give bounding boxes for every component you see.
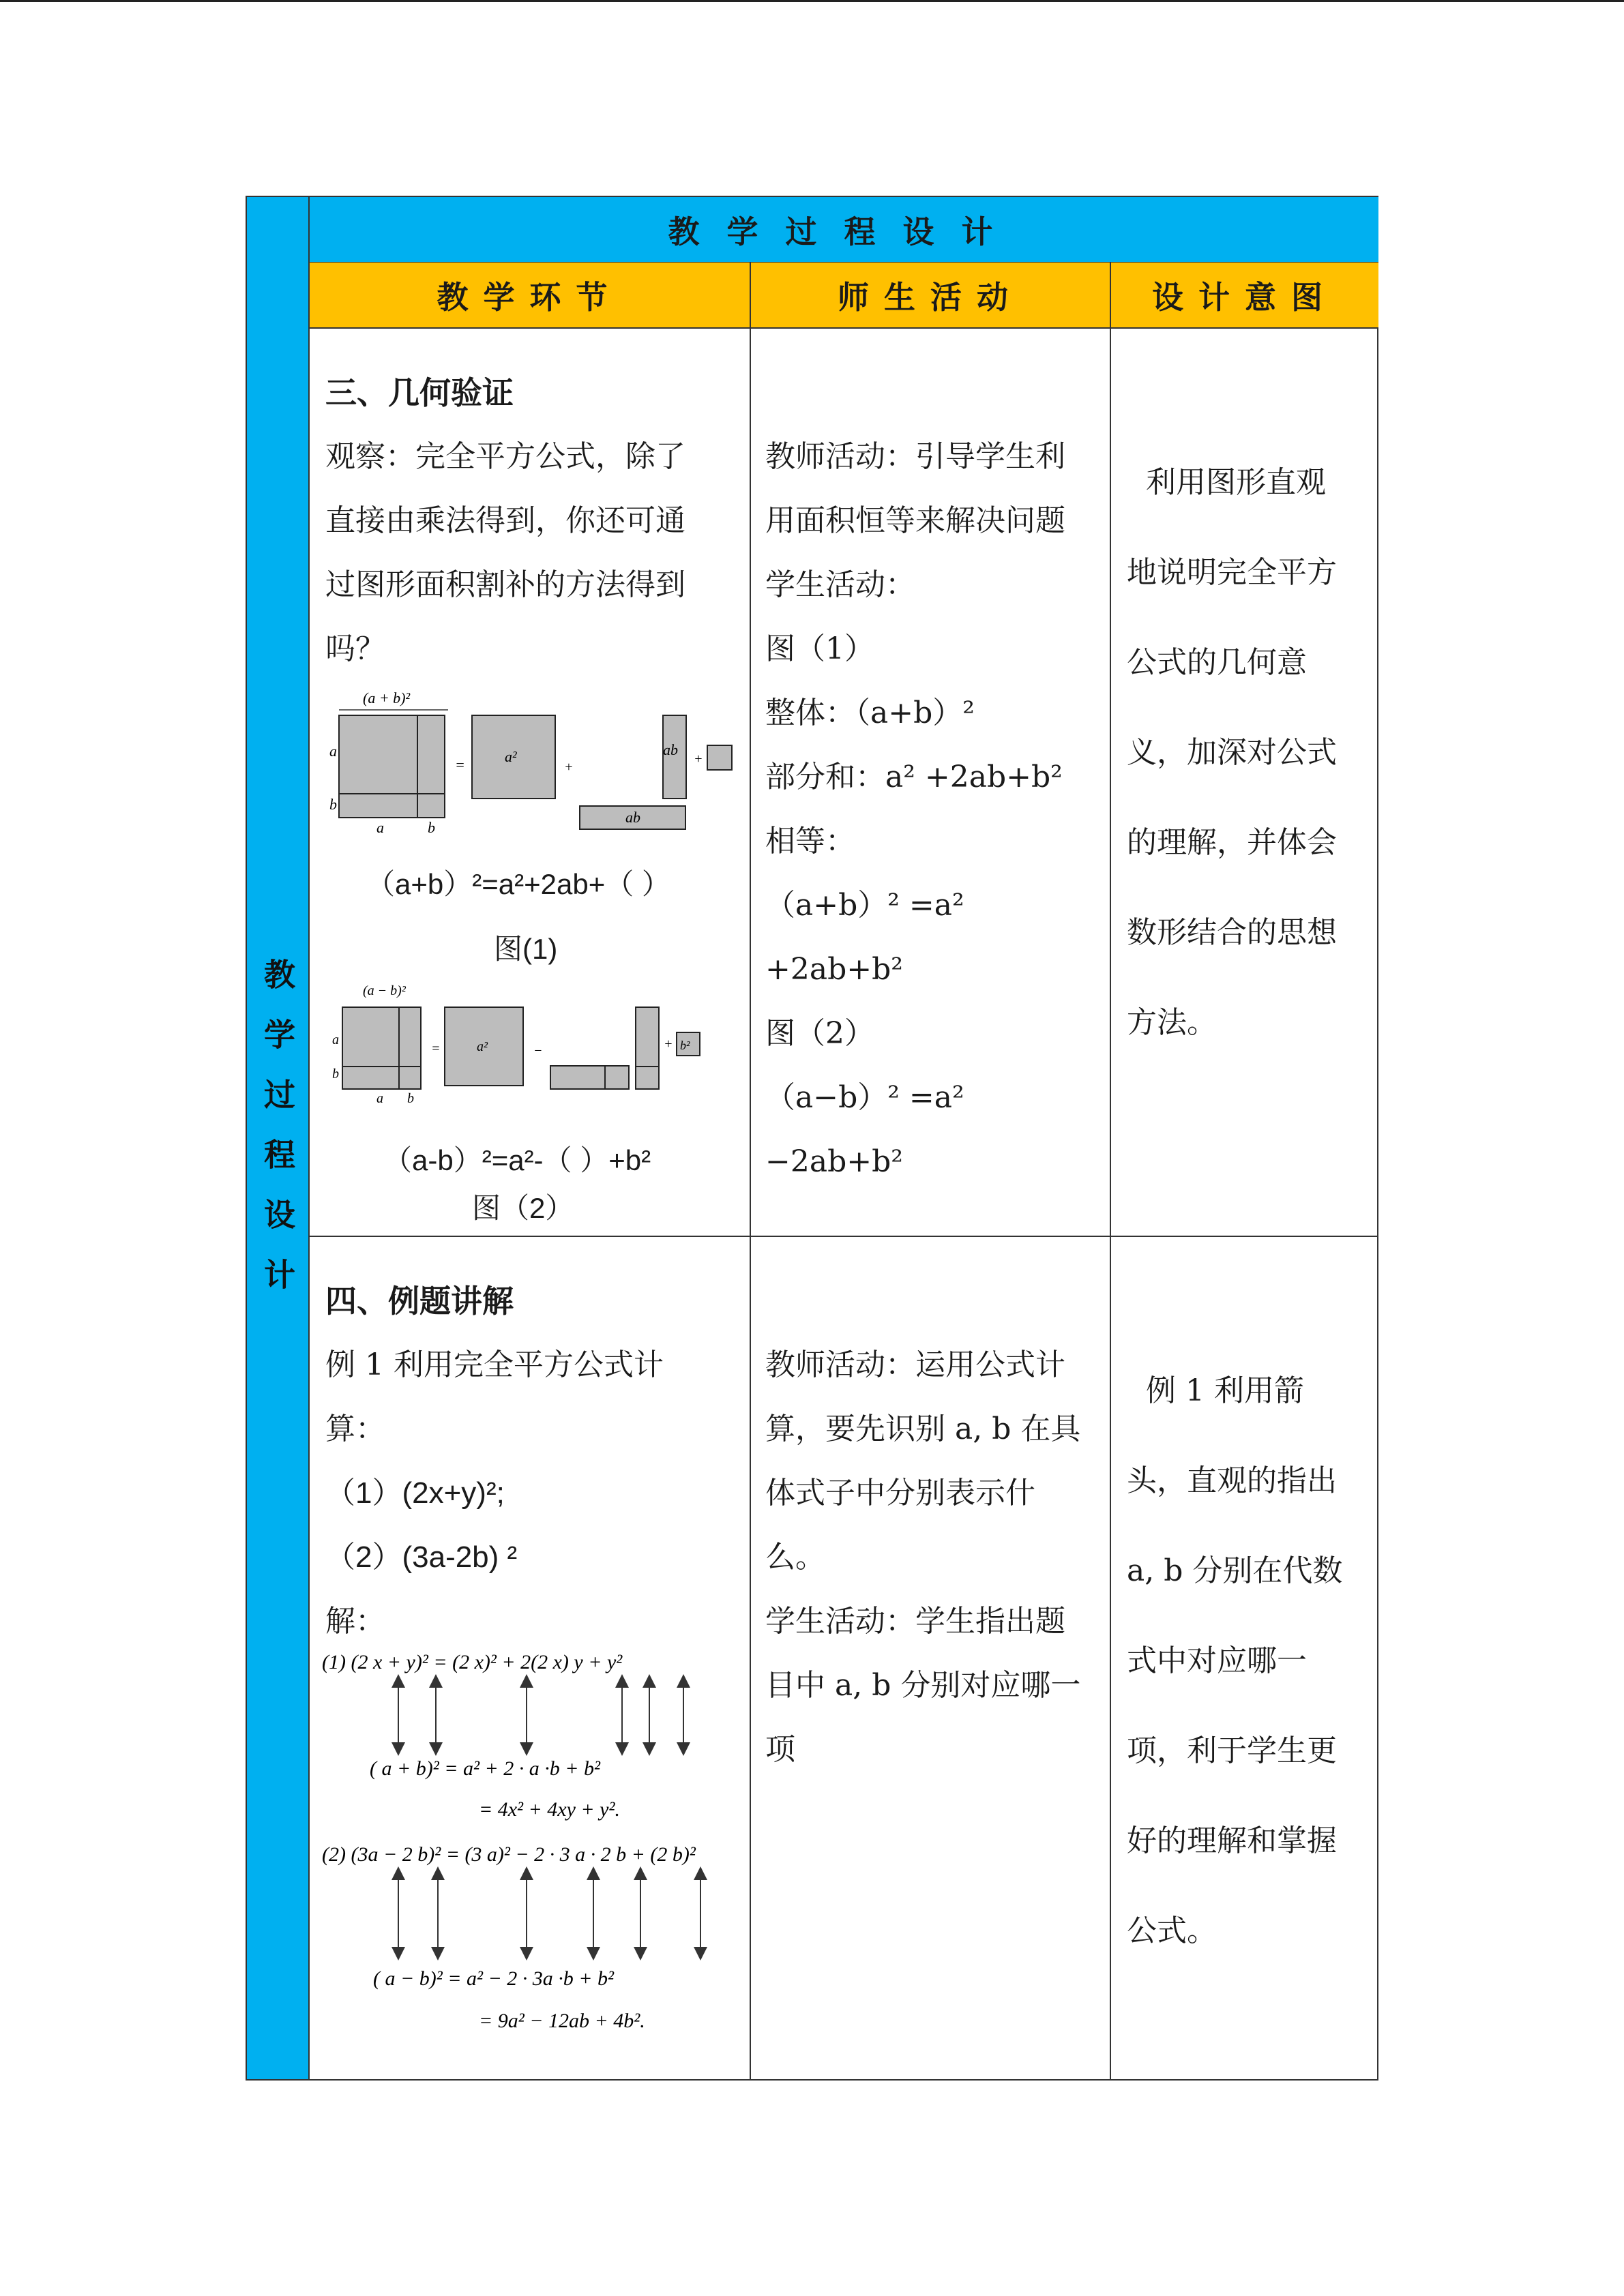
activity-line: 相等： bbox=[765, 824, 855, 859]
observe-line: 吗？ bbox=[325, 631, 385, 666]
lesson-design-table bbox=[246, 196, 1378, 2081]
activity-line: （a−b）² =a² −2ab+b² bbox=[765, 1080, 964, 1179]
row-divider bbox=[310, 327, 1378, 329]
plus-sign: + bbox=[564, 760, 574, 775]
label-a: a bbox=[377, 819, 384, 836]
intent-line: 利用图形直观 bbox=[1127, 465, 1326, 500]
section3-intent bbox=[1127, 425, 1376, 1081]
observe-line: 直接由乘法得到，你还可通 bbox=[325, 503, 685, 538]
minus-sign: − bbox=[533, 1043, 543, 1058]
activity-line: 学生活动：学生指出题 bbox=[765, 1604, 1065, 1639]
intent-line: 公式的几何意 bbox=[1127, 645, 1307, 680]
fig1-caption: 图(1) bbox=[494, 933, 558, 965]
eq2-result: = 9a² − 12ab + 4b². bbox=[479, 2010, 645, 2032]
eq1-top: (1) (2 x + y)² = (2 x)² + 2(2 x) y + y² bbox=[322, 1651, 623, 1673]
intent-line: a, b 分别在代数 bbox=[1127, 1553, 1343, 1588]
fig2-formula: （a-b）²=a²-（ ）+b² bbox=[383, 1144, 651, 1176]
table-title: 教学过程设计 bbox=[310, 197, 1378, 263]
equals-sign: = bbox=[455, 756, 465, 773]
example-item-2: （2）(3a-2b) ² bbox=[325, 1540, 518, 1574]
ab-bar-horizontal bbox=[550, 1066, 629, 1089]
equals-sign: = bbox=[431, 1041, 441, 1056]
example-line: 例 1 利用完全平方公式计 bbox=[325, 1347, 664, 1382]
label-b: b bbox=[407, 1091, 414, 1106]
activity-line: 图（1） bbox=[765, 631, 874, 666]
section4-content bbox=[325, 1269, 741, 1654]
activity-line: 学生活动： bbox=[765, 567, 915, 602]
activity-line: 用面积恒等来解决问题 bbox=[765, 503, 1065, 538]
label-b: b bbox=[329, 796, 337, 813]
eq2-arrows bbox=[398, 1873, 700, 1954]
section4-activities bbox=[765, 1333, 1106, 1782]
intent-line: 方法。 bbox=[1127, 1005, 1217, 1040]
intent-line: 项，利于学生更 bbox=[1127, 1733, 1337, 1768]
intent-line: 地说明完全平方 bbox=[1127, 555, 1337, 590]
solution-label: 解： bbox=[325, 1604, 385, 1639]
header-design-intent: 设计意图 bbox=[1111, 263, 1378, 328]
header-activities: 师生活动 bbox=[751, 263, 1110, 328]
plus-sign: + bbox=[694, 751, 703, 766]
intent-line: 好的理解和掌握 bbox=[1127, 1823, 1337, 1858]
section3-activities bbox=[765, 425, 1106, 1194]
activity-line: 么。 bbox=[765, 1540, 825, 1575]
fig2-top-label: (a − b)² bbox=[363, 983, 406, 998]
section3-title: 三、几何验证 bbox=[325, 374, 514, 411]
observe-line: 观察：完全平方公式，除了 bbox=[325, 439, 685, 474]
big-square bbox=[342, 1007, 421, 1089]
intent-line: 义，加深对公式 bbox=[1127, 735, 1337, 770]
column-divider bbox=[750, 263, 751, 2081]
label-b2: b² bbox=[680, 1039, 690, 1052]
activity-line: （a+b）² =a² +2ab+b² bbox=[765, 888, 964, 987]
figure-2-area-diagram bbox=[325, 981, 735, 1107]
intent-line: 例 1 利用箭 bbox=[1127, 1373, 1304, 1408]
activity-line: 教师活动：引导学生利 bbox=[765, 439, 1065, 474]
intent-line: 数形结合的思想 bbox=[1127, 915, 1337, 950]
header-teaching-stage: 教学环节 bbox=[310, 263, 750, 328]
intent-line: 式中对应哪一 bbox=[1127, 1643, 1307, 1678]
plus-sign: + bbox=[664, 1037, 673, 1052]
fig2-caption: 图（2） bbox=[472, 1192, 574, 1224]
activity-line: 图（2） bbox=[765, 1016, 874, 1051]
example-line: 算： bbox=[325, 1412, 385, 1446]
example-item-1: （1）(2x+y)²; bbox=[325, 1476, 505, 1510]
label-a: a bbox=[332, 1032, 339, 1047]
activity-line: 算，要先识别 a, b 在具 bbox=[765, 1412, 1081, 1446]
solution-diagram bbox=[322, 1648, 748, 2071]
activity-line: 部分和：a² +2ab+b² bbox=[765, 760, 1063, 794]
eq2-mid: ( a − b)² = a² − 2 · 3a ·b + b² bbox=[373, 1967, 614, 1990]
section3-content bbox=[325, 361, 741, 681]
activity-line: 教师活动：运用公式计 bbox=[765, 1347, 1065, 1382]
section4-intent bbox=[1127, 1333, 1376, 1989]
label-b: b bbox=[332, 1067, 339, 1082]
eq2-top: (2) (3a − 2 b)² = (3 a)² − 2 · 3 a · 2 b + (2 b)² bbox=[322, 1843, 696, 1866]
section4-title: 四、例题讲解 bbox=[325, 1283, 514, 1320]
activity-line: 项 bbox=[765, 1732, 795, 1767]
side-label-cell bbox=[247, 197, 310, 2079]
observe-line: 过图形面积割补的方法得到 bbox=[325, 567, 685, 602]
row-divider bbox=[310, 1236, 1378, 1237]
figure-1-area-diagram bbox=[325, 688, 735, 838]
ab-bar-vertical bbox=[636, 1007, 659, 1089]
fig1-formula: （a+b）²=a²+2ab+（ ） bbox=[366, 868, 670, 900]
eq1-mid: ( a + b)² = a² + 2 · a ·b + b² bbox=[370, 1757, 600, 1780]
intent-line: 公式。 bbox=[1127, 1913, 1217, 1948]
label-a: a bbox=[377, 1091, 383, 1106]
activity-line: 目中 a, b 分别对应哪一 bbox=[765, 1668, 1081, 1703]
label-a2: a² bbox=[505, 748, 517, 765]
eq1-arrows bbox=[398, 1681, 683, 1749]
activity-line: 整体：（a+b）² bbox=[765, 696, 975, 730]
eq1-result: = 4x² + 4xy + y². bbox=[479, 1798, 620, 1821]
intent-line: 头，直观的指出 bbox=[1127, 1463, 1337, 1498]
label-a2: a² bbox=[477, 1039, 488, 1054]
b-squared-square bbox=[707, 745, 732, 770]
activity-line: 体式子中分别表示什 bbox=[765, 1476, 1035, 1510]
label-b: b bbox=[428, 819, 435, 836]
intent-line: 的理解，并体会 bbox=[1127, 825, 1337, 860]
page-top-border bbox=[0, 0, 1624, 2]
label-a: a bbox=[329, 743, 337, 760]
column-divider bbox=[1110, 263, 1111, 2081]
side-label: 教学过程设计 bbox=[259, 958, 296, 1318]
label-ab: ab bbox=[663, 741, 678, 758]
label-ab: ab bbox=[625, 809, 640, 826]
fig1-top-label: (a + b)² bbox=[363, 689, 411, 706]
big-square bbox=[339, 715, 445, 818]
